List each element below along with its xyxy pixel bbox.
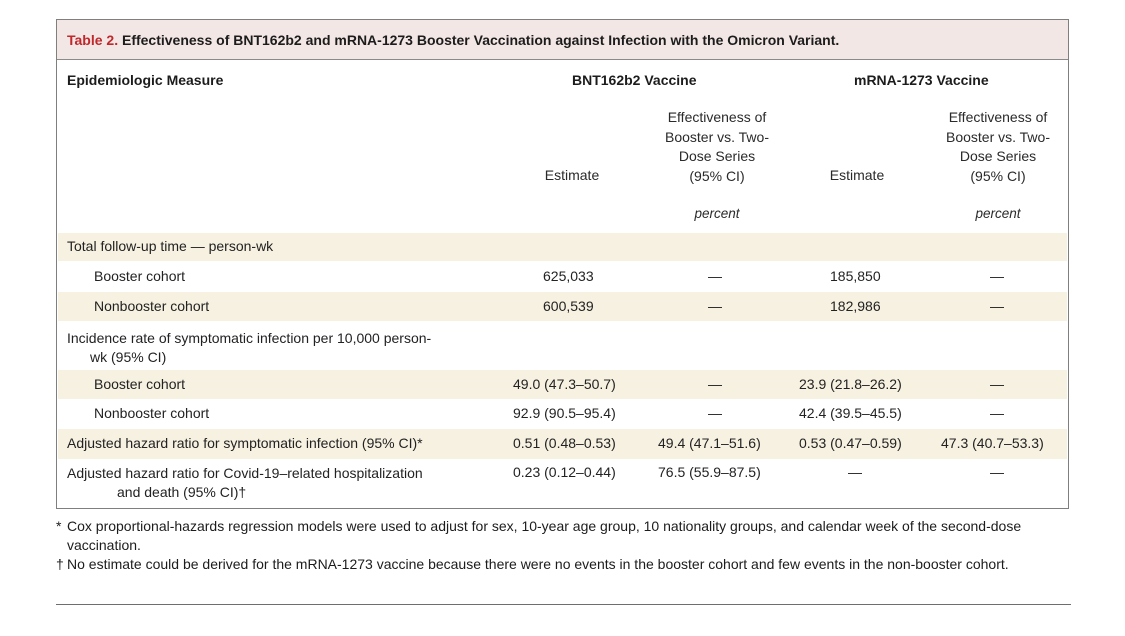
row-label — [67, 329, 431, 367]
row-label-line: and death (95% CI)† — [117, 484, 247, 500]
cell-value: — — [708, 268, 722, 284]
cell-value: — — [708, 376, 722, 392]
table-frame — [56, 19, 1069, 509]
cell-value: — — [990, 405, 1004, 421]
table-title-text: Effectiveness of BNT162b2 and mRNA-1273 Booster Vaccination against Infection with the Omicron Variant. — [121, 32, 840, 48]
cell-value: 92.9 (90.5–95.4) — [513, 405, 616, 421]
percent-unit-2: percent — [975, 206, 1021, 221]
eff-line-4: (95% CI) — [689, 167, 745, 184]
cell-value: 23.9 (21.8–26.2) — [799, 376, 902, 392]
footnote-mark: * — [56, 518, 62, 534]
header-mrna1273: mRNA-1273 Vaccine — [854, 72, 989, 88]
row-label-line: Adjusted hazard ratio for Covid-19–related hospitalization — [67, 465, 423, 481]
eff-line-1: Effectiveness of — [948, 109, 1048, 125]
cell-value: 600,539 — [543, 298, 594, 314]
eff-line-2: Booster vs. Two- — [664, 128, 769, 145]
header-bnt162b2: BNT162b2 Vaccine — [572, 72, 697, 88]
cell-value: 0.51 (0.48–0.53) — [513, 435, 616, 451]
cell-value: 182,986 — [830, 298, 881, 314]
table-title — [67, 32, 839, 48]
row-label-line: wk (95% CI) — [90, 349, 167, 365]
cell-value: 47.3 (40.7–53.3) — [941, 435, 1044, 451]
cell-value: — — [708, 405, 722, 421]
header-effectiveness-1 — [642, 108, 792, 186]
eff-line-3: Dose Series — [959, 148, 1037, 164]
row-label — [67, 464, 423, 502]
footnote-1 — [56, 517, 1071, 555]
table-title-bar — [57, 20, 1068, 60]
eff-line-4: (95% CI) — [970, 167, 1026, 184]
header-effectiveness-2 — [923, 108, 1073, 186]
row-label: Adjusted hazard ratio for symptomatic infection (95% CI)* — [67, 435, 423, 451]
eff-line-1: Effectiveness of — [667, 109, 767, 125]
footnote-2 — [56, 555, 1071, 574]
table-label: Table 2. — [67, 32, 119, 48]
cell-value: — — [990, 376, 1004, 392]
row-label: Nonbooster cohort — [94, 405, 210, 421]
cell-value: 625,033 — [543, 268, 594, 284]
header-estimate-1: Estimate — [544, 167, 600, 183]
cell-value: 185,850 — [830, 268, 881, 284]
footnotes — [56, 517, 1071, 574]
footnote-text: No estimate could be derived for the mRNA-1273 vaccine because there were no events in the booster cohort and few events in the non-booster cohort. — [67, 556, 1009, 572]
bottom-rule — [56, 604, 1071, 605]
cell-value: 0.53 (0.47–0.59) — [799, 435, 902, 451]
cell-value: 76.5 (55.9–87.5) — [658, 464, 761, 480]
eff-line-3: Dose Series — [678, 148, 756, 164]
cell-value: 49.4 (47.1–51.6) — [658, 435, 761, 451]
cell-value: 49.0 (47.3–50.7) — [513, 376, 616, 392]
cell-value: — — [990, 298, 1004, 314]
eff-line-2: Booster vs. Two- — [945, 128, 1050, 145]
footnote-text: Cox proportional-hazards regression models were used to adjust for sex, 10-year age group, 10 nationality groups, and calendar week of the second-dose vaccination. — [67, 518, 1022, 553]
footnote-mark: † — [56, 556, 64, 572]
percent-unit-1: percent — [694, 206, 740, 221]
cell-value: — — [708, 298, 722, 314]
cell-value: — — [848, 464, 862, 480]
row-label-line: Incidence rate of symptomatic infection per 10,000 person- — [67, 330, 432, 346]
header-measure: Epidemiologic Measure — [67, 72, 224, 88]
cell-value: 42.4 (39.5–45.5) — [799, 405, 902, 421]
header-estimate-2: Estimate — [829, 167, 885, 183]
row-label: Booster cohort — [94, 268, 186, 284]
row-label: Total follow-up time — person-wk — [67, 238, 274, 254]
cell-value: — — [990, 268, 1004, 284]
row-label: Nonbooster cohort — [94, 298, 210, 314]
cell-value: 0.23 (0.12–0.44) — [513, 464, 616, 480]
row-label: Booster cohort — [94, 376, 186, 392]
cell-value: — — [990, 464, 1004, 480]
